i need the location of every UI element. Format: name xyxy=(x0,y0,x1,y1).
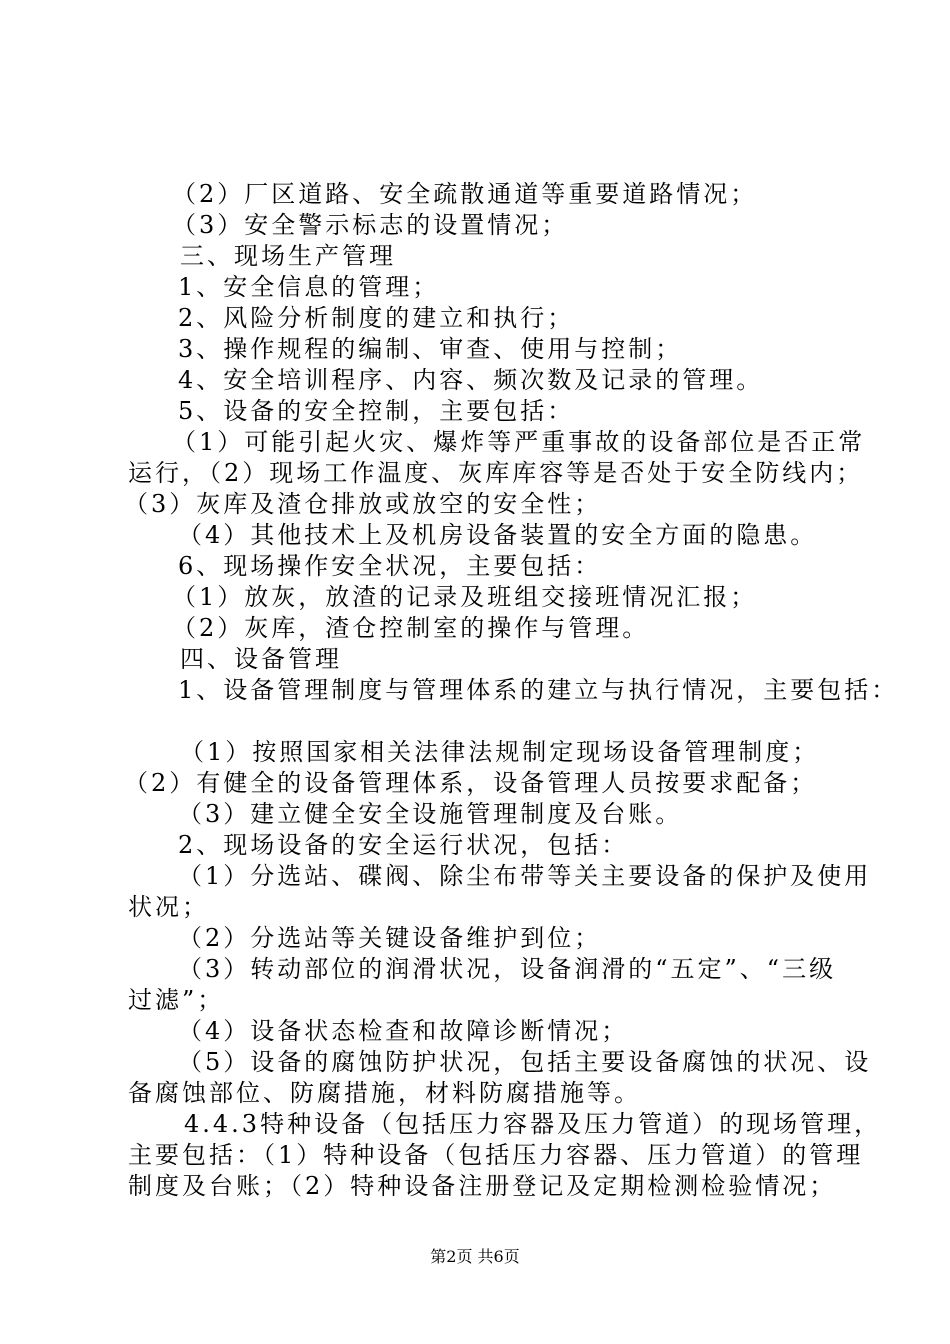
text-line: 1、安全信息的管理； xyxy=(178,273,440,301)
text-line: 制度及台账；（2）特种设备注册登记及定期检测检验情况； xyxy=(128,1172,837,1200)
text-line: （5）设备的腐蚀防护状况，包括主要设备腐蚀的状况、设 xyxy=(178,1048,872,1076)
text-line: 2、现场设备的安全运行状况，包括： xyxy=(178,831,629,859)
text-line: 5、设备的安全控制，主要包括： xyxy=(178,397,575,425)
text-line: 4.4.3特种设备（包括压力容器及压力管道）的现场管理， xyxy=(184,1110,882,1138)
text-line: 主要包括：（1）特种设备（包括压力容器、压力管道）的管理 xyxy=(128,1141,864,1169)
text-line: （2）灰库，渣仓控制室的操作与管理。 xyxy=(172,614,650,642)
text-line: 3、操作规程的编制、审查、使用与控制； xyxy=(178,335,683,363)
text-line: （4）其他技术上及机房设备装置的安全方面的隐患。 xyxy=(178,521,818,549)
text-line: （2）厂区道路、安全疏散通道等重要道路情况； xyxy=(172,180,758,208)
text-line: （3）建立健全安全设施管理制度及台账。 xyxy=(178,800,683,828)
text-line: 过滤”； xyxy=(128,986,225,1014)
text-line: （1）放灰，放渣的记录及班组交接班情况汇报； xyxy=(172,583,758,611)
text-line: 运行，（2）现场工作温度、灰库库容等是否处于安全防线内； xyxy=(128,459,864,487)
text-line: （2）有健全的设备管理体系，设备管理人员按要求配备； xyxy=(124,769,818,797)
text-line: 6、现场操作安全状况，主要包括： xyxy=(178,552,602,580)
text-line: （2）分选站等关键设备维护到位； xyxy=(178,924,602,952)
text-line: （3）转动部位的润滑状况，设备润滑的“五定”、“三级 xyxy=(178,955,837,983)
text-line: （3）灰库及渣仓排放或放空的安全性； xyxy=(124,490,602,518)
text-line: （3）安全警示标志的设置情况； xyxy=(172,211,569,239)
text-line: （1）可能引起火灾、爆炸等严重事故的设备部位是否正常 xyxy=(172,428,866,456)
text-line: （1）按照国家相关法律法规制定现场设备管理制度； xyxy=(180,738,820,766)
text-line: 1、设备管理制度与管理体系的建立与执行情况，主要包括： xyxy=(178,676,899,704)
text-line: 2、风险分析制度的建立和执行； xyxy=(178,304,575,332)
text-line: （1）分选站、碟阀、除尘布带等关主要设备的保护及使用 xyxy=(178,862,872,890)
page-number: 第2页 共6页 xyxy=(430,1247,520,1266)
section-heading: 三、现场生产管理 xyxy=(180,242,396,270)
text-line: 备腐蚀部位、防腐措施，材料防腐措施等。 xyxy=(128,1079,641,1107)
text-line: 状况； xyxy=(128,893,209,921)
text-line: 4、安全培训程序、内容、频次数及记录的管理。 xyxy=(178,366,764,394)
text-line: （4）设备状态检查和故障诊断情况； xyxy=(178,1017,629,1045)
section-heading: 四、设备管理 xyxy=(180,645,342,673)
